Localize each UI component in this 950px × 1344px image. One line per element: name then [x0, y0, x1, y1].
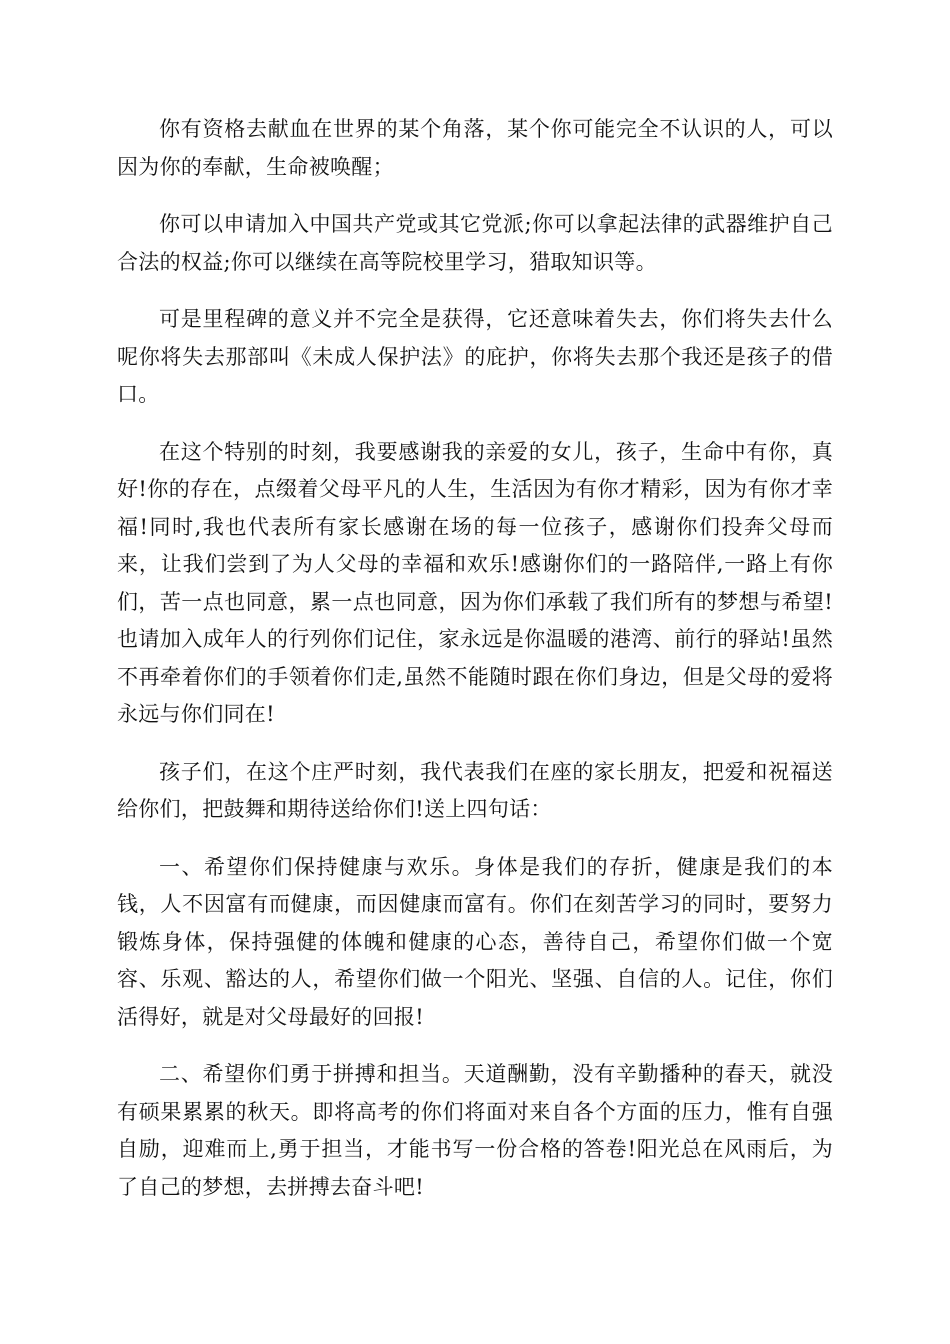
paragraph-milestone: 可是里程碑的意义并不完全是获得，它还意味着失去，你们将失去什么呢你将失去那部叫《未成人保护法》的庇护，你将失去那个我还是孩子的借口。: [117, 307, 833, 406]
paragraph-gratitude: 在这个特别的时刻，我要感谢我的亲爱的女儿，孩子，生命中有你，真好!你的存在，点缀着父母平凡的人生，生活因为有你才精彩，因为有你才幸福!同时,我也代表所有家长感谢在场的每一位孩子，感谢你们投奔父母而来，让我们尝到了为人父母的幸福和欢乐!感谢你们的一路陪伴,一路上有你们，苦一点也同意，累一点也同意，因为你们承载了我们所有的梦想与希望!也请加入成年人的行列你们记住，家永远是你温暖的港湾、前行的驿站!虽然不再牵着你们的手领着你们走,虽然不能随时跟在你们身边，但是父母的爱将永远与你们同在!: [117, 439, 833, 726]
paragraph-blood-donation: 你有资格去献血在世界的某个角落，某个你可能完全不认识的人，可以因为你的奉献，生命被唤醒；: [117, 117, 833, 179]
paragraph-four-wishes-intro: 孩子们，在这个庄严时刻，我代表我们在座的家长朋友，把爱和祝福送给你们，把鼓舞和期待送给你们!送上四句话：: [117, 759, 833, 821]
paragraph-wish-courage: 二、希望你们勇于拼搏和担当。天道酬勤，没有辛勤播种的春天，就没有硕果累累的秋天。即将高考的你们将面对来自各个方面的压力，惟有自强自励，迎难而上,勇于担当，才能书写一份合格的答卷!阳光总在风雨后，为了自己的梦想，去拼搏去奋斗吧!: [117, 1062, 833, 1199]
paragraph-wish-health: 一、希望你们保持健康与欢乐。身体是我们的存折，健康是我们的本钱，人不因富有而健康，而因健康而富有。你们在刻苦学习的同时，要努力锻炼身体，保持强健的体魄和健康的心态，善待自己，希望你们做一个宽容、乐观、豁达的人，希望你们做一个阳光、坚强、自信的人。记住，你们活得好，就是对父母最好的回报!: [117, 854, 833, 1029]
paragraph-rights: 你可以申请加入中国共产党或其它党派;你可以拿起法律的武器维护自己合法的权益;你可以继续在高等院校里学习，猎取知识等。: [117, 212, 833, 274]
document-page: [117, 111, 833, 1226]
